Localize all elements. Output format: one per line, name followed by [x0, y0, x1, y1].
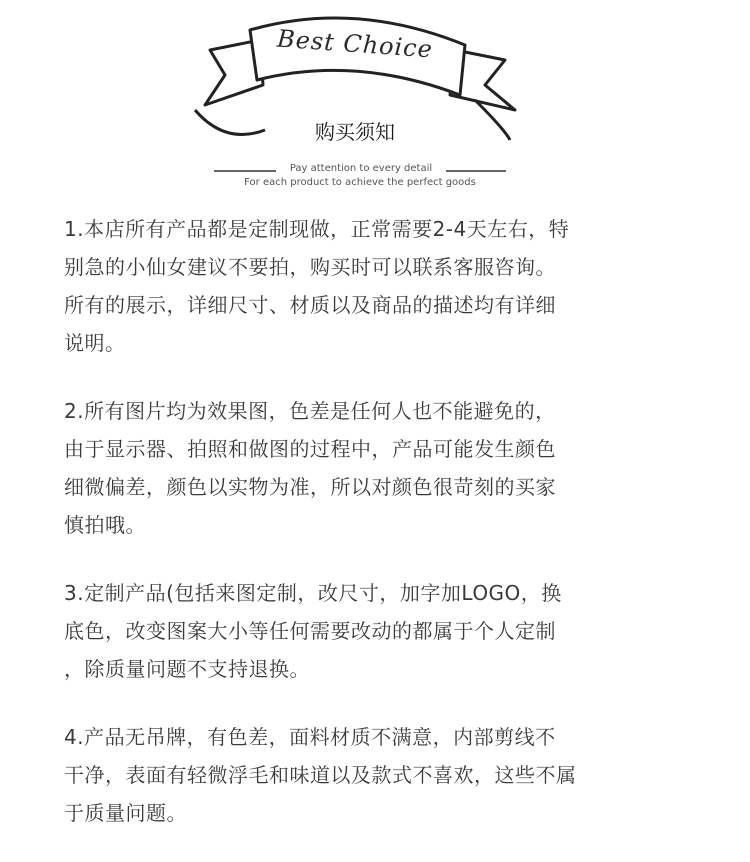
- notice-line: 3.定制产品(包括来图定制，改尺寸，加字加LOGO，换: [64, 581, 562, 605]
- notice-line: 所有的展示，详细尺寸、材质以及商品的描述均有详细: [64, 293, 556, 317]
- notice-line: 于质量问题。: [64, 801, 187, 825]
- notice-line: 说明。: [64, 331, 126, 355]
- subtitle-line-2: For each product to achieve the perfect goods: [244, 177, 476, 188]
- notice-line: 细微偏差，颜色以实物为准，所以对颜色很苛刻的买家: [64, 475, 556, 499]
- divider-left: [214, 170, 276, 172]
- subtitle-line-1: Pay attention to every detail: [289, 163, 433, 174]
- notice-list: [64, 210, 704, 862]
- banner-text: Best Choice: [276, 24, 434, 64]
- divider-right: [446, 170, 506, 172]
- notice-paragraph-3: [64, 574, 704, 688]
- notice-line: ，除质量问题不支持退换。: [64, 657, 310, 681]
- notice-line: 底色，改变图案大小等任何需要改动的都属于个人定制: [64, 619, 556, 643]
- notice-line: 别急的小仙女建议不要拍，购买时可以联系客服咨询。: [64, 255, 556, 279]
- notice-line: 干净，表面有轻微浮毛和味道以及款式不喜欢，这些不属: [64, 763, 577, 787]
- notice-line: 2.所有图片均为效果图，色差是任何人也不能避免的，: [64, 399, 556, 423]
- notice-line: 4.产品无吊牌，有色差，面料材质不满意，内部剪线不: [64, 725, 556, 749]
- notice-paragraph-1: [64, 210, 704, 362]
- notice-line: 慎拍哦。: [64, 513, 146, 537]
- notice-paragraph-2: [64, 392, 704, 544]
- header: [0, 0, 750, 200]
- notice-paragraph-4: [64, 718, 704, 832]
- notice-line: 由于显示器、拍照和做图的过程中，产品可能发生颜色: [64, 437, 556, 461]
- page-title: 购买须知: [315, 120, 395, 144]
- notice-line: 1.本店所有产品都是定制现做，正常需要2-4天左右，特: [64, 217, 570, 241]
